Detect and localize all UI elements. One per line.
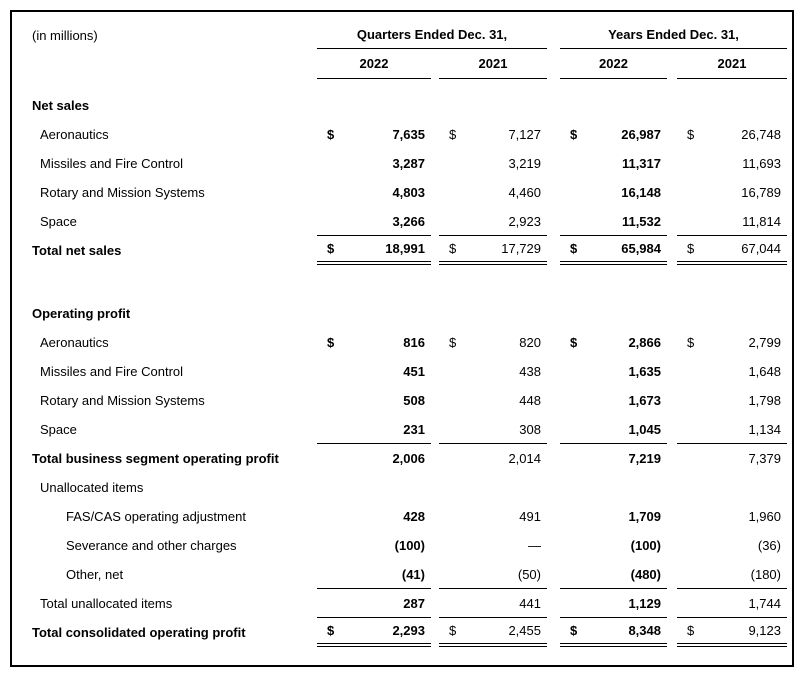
value-cell — [317, 178, 431, 207]
value-cell — [439, 328, 547, 357]
cell-value: 16,148 — [621, 185, 661, 200]
cell-value: 508 — [403, 393, 425, 408]
cell-value: 1,709 — [628, 509, 661, 524]
value-cell — [439, 236, 547, 265]
dollar-sign: $ — [570, 127, 578, 142]
table-row-netsales-rms — [32, 178, 787, 207]
row-label: Total consolidated operating profit — [32, 625, 246, 640]
dollar-sign: $ — [327, 241, 335, 256]
cell-value: (100) — [630, 538, 661, 553]
table-header-years — [32, 49, 787, 79]
section-header-unallocated-items — [32, 473, 787, 502]
value-cell — [317, 207, 431, 236]
value-cell — [560, 178, 667, 207]
row-label: Rotary and Mission Systems — [40, 393, 205, 408]
value-cell — [317, 589, 431, 618]
value-cell — [439, 149, 547, 178]
value-cell — [560, 357, 667, 386]
cell-value: 231 — [403, 421, 425, 437]
value-cell — [560, 502, 667, 531]
value-cell — [317, 357, 431, 386]
value-cell — [317, 236, 431, 265]
cell-value: 2,006 — [392, 451, 425, 466]
value-cell — [560, 415, 667, 444]
cell-value: 820 — [519, 335, 541, 350]
value-cell — [677, 357, 787, 386]
row-label: Aeronautics — [40, 127, 109, 142]
value-cell — [439, 415, 547, 444]
cell-value: 17,729 — [501, 241, 541, 256]
table-row-netsales-aeronautics — [32, 120, 787, 149]
table-row-netsales-space — [32, 207, 787, 236]
value-cell — [677, 618, 787, 647]
cell-value: 11,814 — [742, 213, 781, 229]
dollar-sign: $ — [449, 623, 457, 638]
cell-value: (41) — [401, 566, 425, 582]
dollar-sign: $ — [687, 127, 695, 142]
table-header-groups — [32, 21, 787, 49]
table-row-severance — [32, 531, 787, 560]
cell-value: 11,693 — [742, 156, 781, 171]
value-cell — [560, 386, 667, 415]
dollar-sign: $ — [449, 127, 457, 142]
table-row-netsales-mfc — [32, 149, 787, 178]
value-cell — [317, 328, 431, 357]
cell-value: 67,044 — [741, 241, 781, 256]
table-row-total-business-segment — [32, 444, 787, 473]
dollar-sign: $ — [570, 623, 578, 638]
row-label: Other, net — [66, 567, 124, 582]
cell-value: 4,460 — [508, 185, 541, 200]
table-row-other-net — [32, 560, 787, 589]
cell-value: 3,266 — [392, 213, 425, 229]
column-header-q2022: 2022 — [317, 49, 431, 79]
value-cell — [439, 531, 547, 560]
cell-value: 1,129 — [628, 595, 661, 611]
dollar-sign: $ — [449, 241, 457, 256]
value-cell — [439, 207, 547, 236]
row-label: Total net sales — [32, 243, 122, 258]
value-cell — [439, 386, 547, 415]
value-cell — [560, 560, 667, 589]
cell-value: 491 — [519, 509, 541, 524]
value-cell — [317, 120, 431, 149]
cell-value: 451 — [403, 364, 425, 379]
section-label: Unallocated items — [40, 480, 144, 495]
row-label: Total unallocated items — [40, 596, 173, 611]
cell-value: 16,789 — [741, 185, 781, 200]
cell-value: 11,532 — [621, 213, 661, 229]
dollar-sign: $ — [449, 335, 457, 350]
value-cell — [560, 207, 667, 236]
value-cell — [677, 328, 787, 357]
value-cell — [560, 236, 667, 265]
value-cell — [439, 444, 547, 473]
cell-value: 816 — [403, 335, 425, 350]
table-row-fas-cas — [32, 502, 787, 531]
cell-value: 7,635 — [392, 127, 425, 142]
cell-value: (50) — [517, 566, 541, 582]
row-label: Total business segment operating profit — [32, 451, 279, 466]
section-label: Operating profit — [32, 306, 131, 321]
column-header-q2021: 2021 — [439, 49, 547, 79]
column-header-y2022: 2022 — [560, 49, 667, 79]
cell-value: 2,014 — [508, 451, 541, 466]
row-label: FAS/CAS operating adjustment — [66, 509, 246, 524]
value-cell — [439, 618, 547, 647]
row-label: Space — [40, 214, 77, 229]
section-header-operating-profit — [32, 299, 787, 328]
cell-value: 26,987 — [621, 127, 661, 142]
dollar-sign: $ — [687, 241, 695, 256]
value-cell — [560, 120, 667, 149]
cell-value: 7,127 — [508, 127, 541, 142]
value-cell — [560, 618, 667, 647]
value-cell — [317, 149, 431, 178]
cell-value: 11,317 — [621, 156, 661, 171]
value-cell — [317, 502, 431, 531]
cell-value: 2,455 — [508, 623, 541, 638]
cell-value: 18,991 — [385, 241, 425, 256]
cell-value: (36) — [757, 538, 781, 553]
cell-value: (180) — [750, 566, 781, 582]
cell-value: 287 — [403, 595, 425, 611]
value-cell — [677, 589, 787, 618]
value-cell — [439, 502, 547, 531]
cell-value: 26,748 — [741, 127, 781, 142]
cell-value: 2,923 — [508, 213, 541, 229]
value-cell — [560, 328, 667, 357]
value-cell — [677, 236, 787, 265]
cell-value: 448 — [519, 393, 541, 408]
value-cell — [560, 149, 667, 178]
value-cell — [439, 178, 547, 207]
financial-statement-table — [10, 10, 794, 667]
value-cell — [677, 560, 787, 589]
table-row-op-aeronautics — [32, 328, 787, 357]
cell-value: 3,287 — [392, 156, 425, 171]
value-cell — [439, 560, 547, 589]
cell-value: — — [528, 538, 541, 553]
cell-value: 2,799 — [748, 335, 781, 350]
value-cell — [677, 531, 787, 560]
value-cell — [677, 444, 787, 473]
value-cell — [317, 444, 431, 473]
cell-value: (100) — [394, 538, 425, 553]
dollar-sign: $ — [327, 335, 335, 350]
column-header-y2021: 2021 — [677, 49, 787, 79]
units-label: (in millions) — [32, 27, 98, 43]
cell-value: 1,673 — [628, 393, 661, 408]
value-cell — [439, 589, 547, 618]
column-group-years: Years Ended Dec. 31, — [560, 21, 787, 49]
section-label: Net sales — [32, 98, 90, 113]
cell-value: 4,803 — [392, 185, 425, 200]
cell-value: 1,045 — [628, 421, 661, 437]
row-label: Severance and other charges — [66, 538, 237, 553]
value-cell — [677, 502, 787, 531]
cell-value: 2,866 — [628, 335, 661, 350]
value-cell — [439, 357, 547, 386]
table-row-total-net-sales — [32, 236, 787, 265]
table-row-op-space — [32, 415, 787, 444]
column-group-quarters: Quarters Ended Dec. 31, — [317, 21, 547, 49]
value-cell — [317, 618, 431, 647]
value-cell — [317, 386, 431, 415]
value-cell — [560, 444, 667, 473]
row-label: Missiles and Fire Control — [40, 364, 184, 379]
dollar-sign: $ — [687, 335, 695, 350]
row-label: Missiles and Fire Control — [40, 156, 184, 171]
value-cell — [677, 386, 787, 415]
cell-value: 1,134 — [748, 421, 781, 437]
cell-value: (480) — [630, 566, 661, 582]
cell-value: 428 — [403, 509, 425, 524]
value-cell — [677, 120, 787, 149]
cell-value: 1,960 — [748, 509, 781, 524]
dollar-sign: $ — [570, 335, 578, 350]
value-cell — [317, 560, 431, 589]
cell-value: 1,744 — [748, 595, 781, 611]
row-label: Aeronautics — [40, 335, 109, 350]
value-cell — [317, 415, 431, 444]
value-cell — [317, 531, 431, 560]
row-label: Space — [40, 422, 77, 437]
table-row-total-unallocated — [32, 589, 787, 618]
value-cell — [677, 178, 787, 207]
value-cell — [439, 120, 547, 149]
cell-value: 9,123 — [748, 623, 781, 638]
dollar-sign: $ — [570, 241, 578, 256]
cell-value: 1,798 — [748, 393, 781, 408]
row-label: Rotary and Mission Systems — [40, 185, 205, 200]
value-cell — [677, 149, 787, 178]
cell-value: 7,379 — [748, 451, 781, 466]
value-cell — [560, 589, 667, 618]
cell-value: 2,293 — [392, 623, 425, 638]
table-row-op-mfc — [32, 357, 787, 386]
cell-value: 3,219 — [508, 156, 541, 171]
table-row-op-rms — [32, 386, 787, 415]
cell-value: 65,984 — [621, 241, 661, 256]
value-cell — [560, 531, 667, 560]
cell-value: 438 — [519, 364, 541, 379]
cell-value: 1,648 — [748, 364, 781, 379]
table-row-total-consolidated — [32, 618, 787, 647]
dollar-sign: $ — [327, 623, 335, 638]
value-cell — [677, 415, 787, 444]
cell-value: 1,635 — [628, 364, 661, 379]
cell-value: 441 — [519, 595, 541, 611]
dollar-sign: $ — [327, 127, 335, 142]
cell-value: 8,348 — [628, 623, 661, 638]
section-header-net-sales — [32, 91, 787, 120]
dollar-sign: $ — [687, 623, 695, 638]
value-cell — [677, 207, 787, 236]
cell-value: 308 — [519, 421, 541, 437]
cell-value: 7,219 — [628, 451, 661, 466]
